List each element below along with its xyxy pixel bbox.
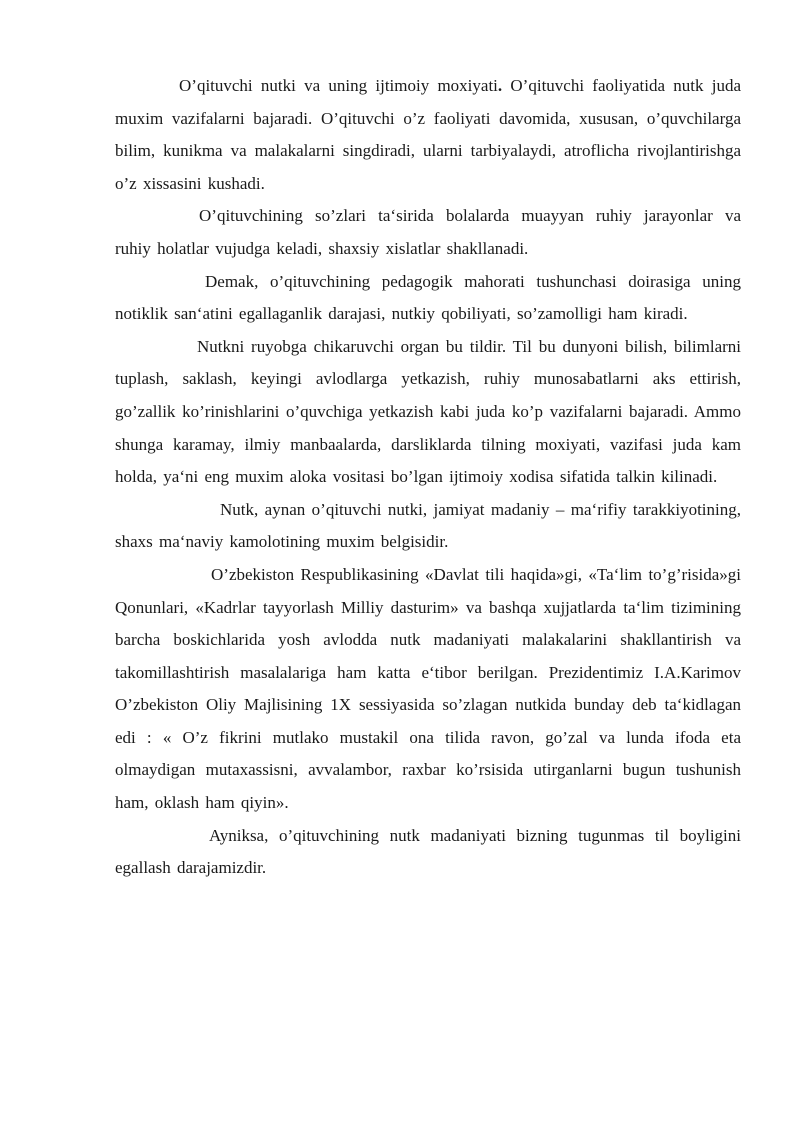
- paragraph-5: [115, 494, 741, 559]
- paragraph-6-text: O’zbekiston Respublikasining «Davlat tili haqida»gi, «Ta‘lim to’g’risida»gi Qonunlari, «Kadrlar tayyorlash Milliy dasturim» va bashqa xujjatlarda ta‘lim tizimining barcha boskichlarida yosh avlodda nutk madaniyati malakalarini shakllantirish va takomillashtirish masalalariga ham katta e‘tibor berilgan. Prezidentimiz I.A.Karimov O’zbekiston Oliy Majlisining 1X sessiyasida so’zlagan nutkida bunday deb ta‘kidlagan edi : « O’z fikrini mutlako mustakil ona tilida ravon, go’zal va lunda ifoda eta olmaydigan mutaxassisni, avvalambor, raxbar ko’rsisida utirganlarni bugun tushunish ham, oklash ham qiyin».: [115, 564, 741, 813]
- paragraph-1: [115, 70, 741, 200]
- paragraph-3: [115, 266, 741, 331]
- paragraph-2: [115, 200, 741, 265]
- document-body: [115, 70, 741, 885]
- paragraph-4-text: Nutkni ruyobga chikaruvchi organ bu tildir. Til bu dunyoni bilish, bilimlarni tuplash, saklash, keyingi avlodlarga yetkazish, ruhiy munosabatlarni aks ettirish, go’zallik ko’rinishlarini o’quvchiga yetkazish kabi juda ko’p vazifalarni bajaradi. Ammo shunga karamay, ilmiy manbaalarda, darsliklarda tilning moxiyati, vazifasi juda kam holda, ya‘ni eng muxim aloka vositasi bo’lgan ijtimoiy xodisa sifatida talkin kilinadi.: [115, 336, 741, 487]
- paragraph-7: [115, 820, 741, 885]
- paragraph-4: [115, 331, 741, 494]
- paragraph-1-text: O’qituvchi faoliyatida nutk juda muxim vazifalarni bajaradi. O’qituvchi o’z faoliyati davomida, xususan, o’quvchilarga bilim, kunikma va malakalarni singdiradi, ularni tarbiyalaydi, atroflicha rivojlantirishga o’z xissasini kushadi.: [115, 76, 741, 193]
- paragraph-3-text: Demak, o’qituvchining pedagogik mahorati tushunchasi doirasiga uning notiklik san‘atini egallaganlik darajasi, nutkiy qobiliyati, so’zamolligi ham kiradi.: [115, 271, 741, 324]
- paragraph-5-text: Nutk, aynan o’qituvchi nutki, jamiyat madaniy – ma‘rifiy tarakkiyotining, shaxs ma‘naviy kamolotining muxim belgisidir.: [115, 499, 741, 552]
- paragraph-6: [115, 559, 741, 820]
- paragraph-7-text: Ayniksa, o’qituvchining nutk madaniyati bizning tugunmas til boyligini egallash darajamizdir.: [115, 825, 741, 878]
- section-heading-period: .: [497, 76, 503, 95]
- paragraph-2-text: O’qituvchining so’zlari ta‘sirida bolalarda muayyan ruhiy jarayonlar va ruhiy holatlar vujudga keladi, shaxsiy xislatlar shakllanadi.: [115, 206, 741, 258]
- section-heading: O’qituvchi nutki va uning ijtimoiy moxiyati: [179, 76, 498, 95]
